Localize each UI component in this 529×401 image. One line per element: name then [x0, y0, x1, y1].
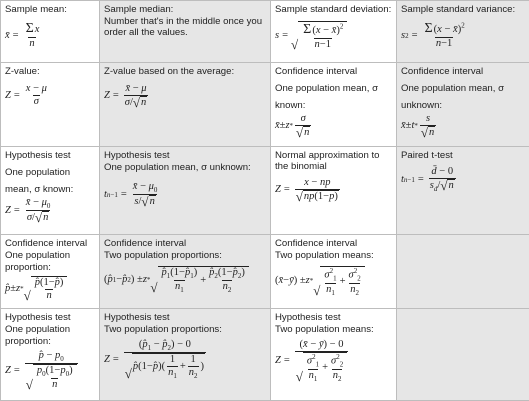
cell-paired-t — [397, 147, 529, 235]
cell-label: Z-value based on the average: — [104, 66, 266, 77]
cell-label: Confidence interval — [401, 66, 525, 77]
formula: t n−1 = x̄ − $\mu_0$ s/ √ n — [104, 181, 160, 208]
cell-sample-sd — [271, 1, 397, 63]
cell-ci-mean-unknown — [397, 63, 529, 147]
cell-ci-two-means — [271, 235, 397, 309]
cell-label: Confidence interval — [5, 238, 95, 249]
cell-z-average — [100, 63, 271, 147]
cell-label: Z-value: — [5, 66, 95, 77]
formula: Z = $\frac{x - \mu}{\sigma}$ — [5, 83, 50, 108]
cell-description: One population mean, σ — [275, 83, 392, 94]
formula: s 2 = $\frac{\Sigma(x - x̄)^2}{n-1}$ — [401, 21, 468, 50]
cell-label: Hypothesis test — [275, 312, 392, 323]
cell-description: known: — [275, 100, 392, 111]
cell-sample-mean — [1, 1, 100, 63]
cell-description: One population — [5, 167, 95, 178]
cell-label: Confidence interval — [275, 66, 392, 77]
formula: x̄ ± t * s √ n — [401, 113, 438, 139]
formula: t n−1 = d̄ − 0 $s_d/$ √ n — [401, 166, 458, 193]
formula: Z = ($p̂_1$ − $p̂_2) - 0$ √ p̂ (1− p̂ )( 1 $n_1$ + 1 $n_2$ ) — [104, 339, 208, 380]
cell-description: One population mean, σ — [401, 83, 525, 94]
cell-description: Two population means: — [275, 250, 392, 261]
cell-ci-mean-known — [271, 63, 397, 147]
cell-label: Sample median: — [104, 4, 266, 15]
cell-description: One population — [5, 324, 95, 335]
cell-description: mean, σ known: — [5, 184, 95, 195]
formula: Z = x − np √ np (1− p ) — [275, 177, 342, 203]
formula: Z = x̄ − $\mu_0$ σ/ √ n — [5, 197, 53, 224]
cell-description: Two population proportions: — [104, 250, 266, 261]
cell-description: One population mean, σ unknown: — [104, 162, 266, 173]
cell-ht-proportion — [1, 309, 100, 401]
cell-label: Hypothesis test — [5, 312, 95, 323]
cell-label: Sample mean: — [5, 4, 95, 15]
cell-ci-two-proportions — [100, 235, 271, 309]
cell-empty — [397, 235, 529, 309]
cell-normal-approx — [271, 147, 397, 235]
cell-description: proportion: — [5, 336, 95, 347]
table-row — [1, 235, 529, 309]
formula: x̄ = $\frac{\Sigma x}{n}$ — [5, 21, 42, 50]
cell-description: Number that's in the middle once you order all the values. — [104, 16, 266, 38]
table-row — [1, 1, 529, 63]
formula: Z = (x̄ − ȳ) − 0 √ $\sigma^2_1$ $n_1$ + $\sigma^2_2$ $n_2$ — [275, 339, 350, 383]
cell-ht-mean-known — [1, 147, 100, 235]
cell-description: unknown: — [401, 100, 525, 111]
cell-z-value — [1, 63, 100, 147]
formula: Z = x̄ − μ σ/ √ n — [104, 83, 150, 109]
cell-label: Hypothesis test — [104, 150, 266, 161]
cell-label: Sample standard deviation: — [275, 4, 392, 15]
formula: x̄ ± z * σ √ n — [275, 113, 313, 139]
cell-label: Normal approximation to the binomial — [275, 150, 392, 172]
formula: ( p̂ 1 − p̂ 2 ) ± z * √ $p̂_1(1-p̂_1)$ $n_1$ + $p̂_2(1-p̂_2)$ $n_2$ — [104, 266, 249, 294]
cell-label: Sample standard variance: — [401, 4, 525, 15]
cell-ht-two-means — [271, 309, 397, 401]
cell-sample-median — [100, 1, 271, 63]
table-row — [1, 147, 529, 235]
cell-description: proportion: — [5, 262, 95, 273]
cell-label: Hypothesis test — [104, 312, 266, 323]
cell-empty — [397, 309, 529, 401]
formula: Z = p̂ − $p_0$ √ $p_0(1-p_0)$ n — [5, 350, 80, 391]
cell-ht-two-proportions — [100, 309, 271, 401]
cell-description: One population — [5, 250, 95, 261]
cell-label: Confidence interval — [104, 238, 266, 249]
cell-ci-proportion — [1, 235, 100, 309]
cell-description: Two population proportions: — [104, 324, 266, 335]
cell-sample-variance — [397, 1, 529, 63]
cell-ht-mean-unknown — [100, 147, 271, 235]
table-row — [1, 309, 529, 401]
formula: s = √ Σ(x − x̄)$^2$ n−1 — [275, 21, 347, 51]
cell-label: Hypothesis test — [5, 150, 95, 161]
cell-label: Confidence interval — [275, 238, 392, 249]
formula: ( x̄ − ȳ ) ± z * √ $\sigma^2_1$ $n_1$ + $\sigma^2_2$ $n_2$ — [275, 266, 365, 297]
cell-description: Two population means: — [275, 324, 392, 335]
formula: p̂ ± z * √ p̂(1−p̂) n — [5, 276, 67, 302]
cell-label: Paired t-test — [401, 150, 525, 161]
table-row — [1, 63, 529, 147]
